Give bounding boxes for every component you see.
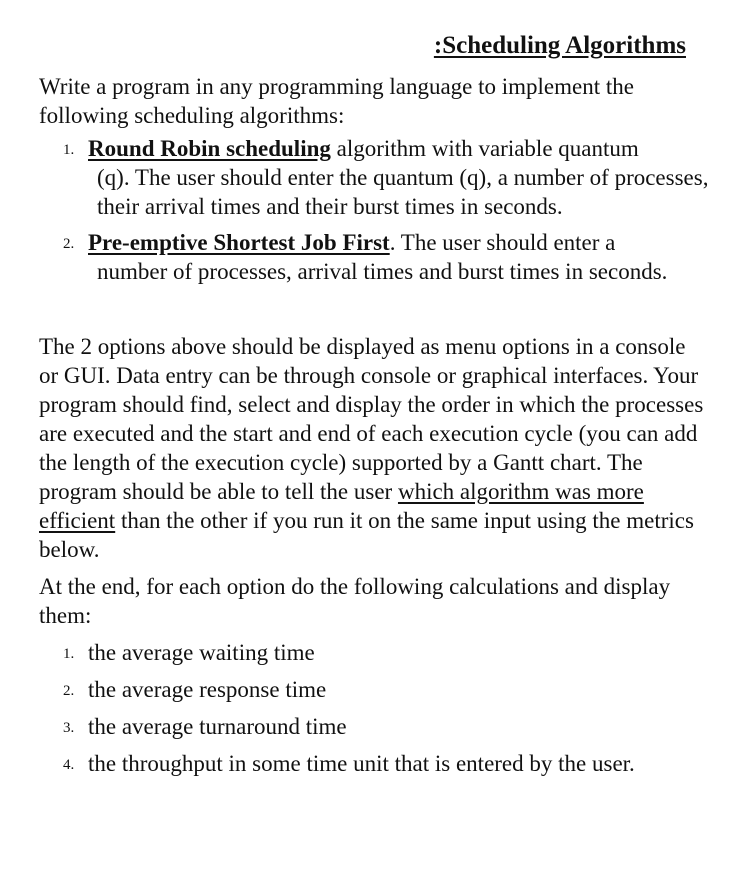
intro-paragraph: Write a program in any programming language to implement the following scheduling algorithms: (39, 74, 634, 128)
algorithm-first-line (88, 228, 710, 257)
algorithm-description-first: . The user should enter a (389, 230, 616, 255)
requirements-paragraph (39, 332, 710, 564)
page-title: :Scheduling Algorithms (433, 32, 686, 59)
requirements-text-before: The 2 options above should be displayed as menu options in a console or GUI. Data entry can be through console or graphical interfaces. Your program should find, select and display the order in which the processes are executed and the start and end of each execution cycle (you can add the length of the execution cycle) supported by a Gantt chart. The program should be able to tell the user (39, 334, 704, 504)
list-number: 1. (63, 142, 75, 158)
algorithm-description-first: algorithm with variable quantum (330, 136, 639, 161)
list-number: 2. (63, 683, 75, 699)
list-number: 1. (63, 646, 75, 662)
algorithm-name: Round Robin scheduling (88, 136, 331, 161)
requirements-underlined-phrase: which algorithm was more efficient (39, 479, 644, 533)
list-number: 4. (63, 757, 75, 773)
list-number: 2. (63, 236, 75, 252)
algorithm-list (39, 134, 710, 286)
metric-text: the average response time (88, 677, 327, 702)
metric-item (39, 712, 710, 741)
algorithm-first-line (88, 134, 710, 163)
algorithm-item-sjf (39, 228, 710, 286)
metric-item (39, 638, 710, 667)
algorithm-description-rest: number of processes, arrival times and burst times in seconds. (97, 259, 668, 284)
list-number: 3. (63, 720, 75, 736)
metric-item (39, 749, 710, 778)
algorithm-item-round-robin (39, 134, 710, 221)
metric-text: the average turnaround time (88, 714, 347, 739)
algorithm-description-rest: (q). The user should enter the quantum (q), a number of processes, their arrival times and their burst times in seconds. (97, 165, 709, 219)
metrics-list (39, 638, 710, 778)
metric-text: the throughput in some time unit that is entered by the user. (88, 751, 635, 776)
requirements-text-after: than the other if you run it on the same input using the metrics below. (39, 508, 694, 562)
metric-item (39, 675, 710, 704)
metric-text: the average waiting time (88, 640, 315, 665)
algorithm-name: Pre-emptive Shortest Job First (88, 230, 390, 255)
calculations-paragraph: At the end, for each option do the following calculations and display them: (39, 574, 671, 628)
